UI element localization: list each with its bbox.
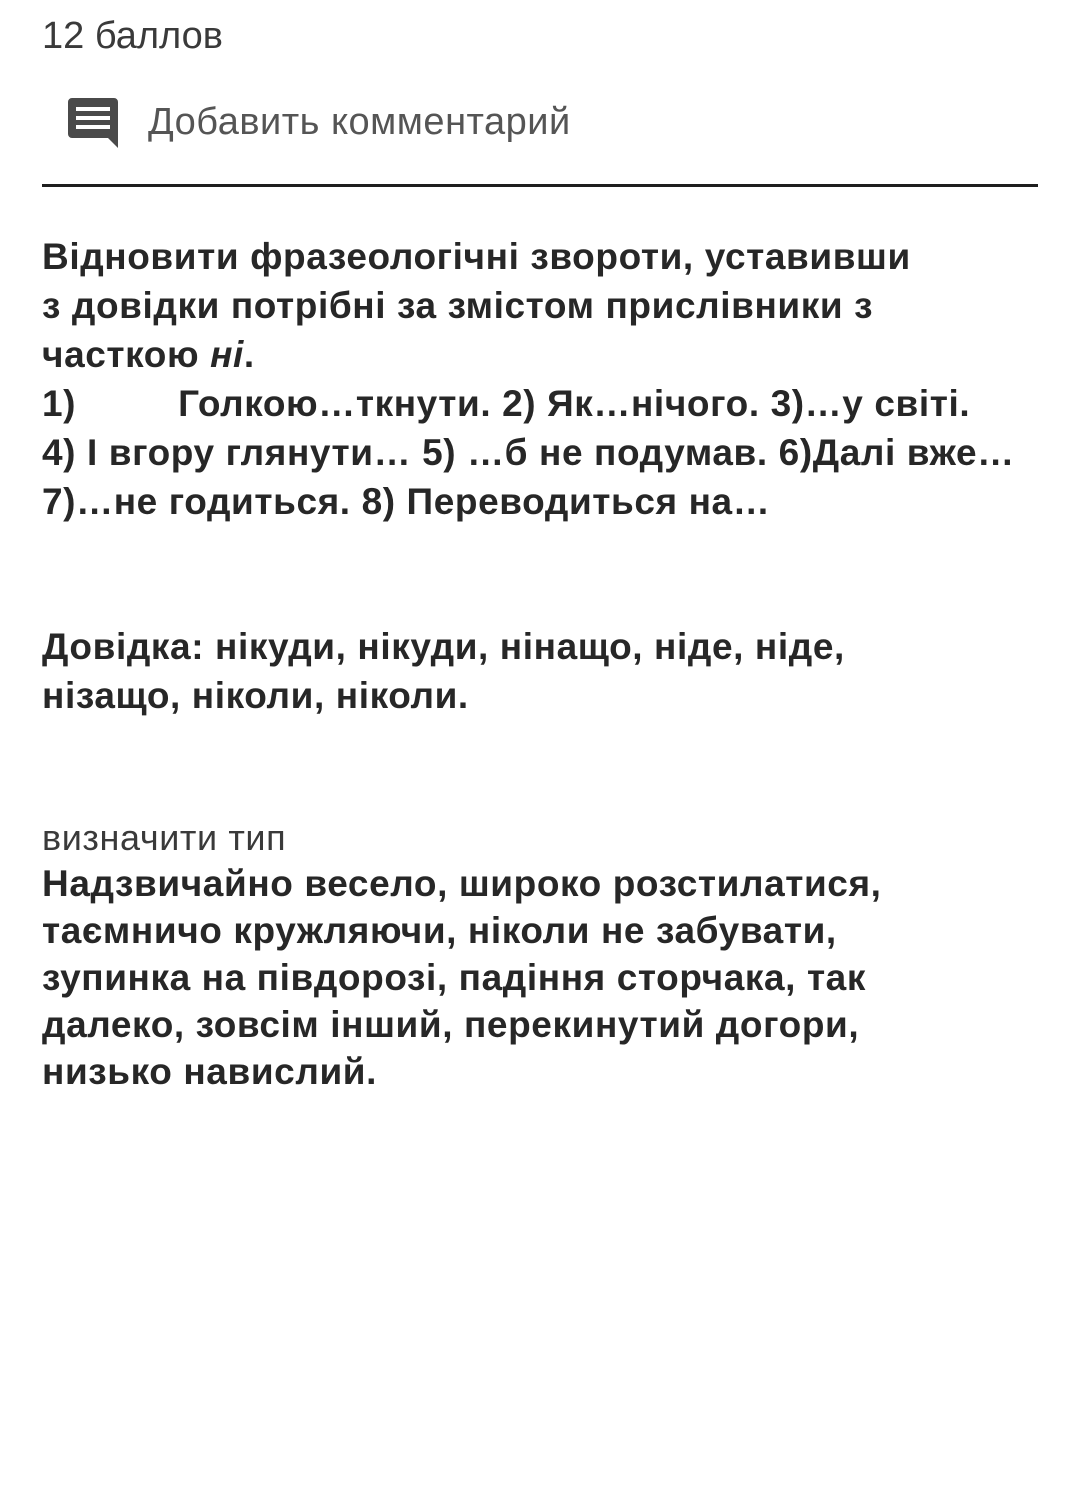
task1-items-line2: 4) І вгору глянути… 5) …б не подумав. 6)Далі вже… — [42, 432, 1015, 473]
task2-line3: зупинка на півдорозі, падіння сторчака, так — [42, 957, 866, 998]
comment-icon[interactable] — [66, 94, 122, 150]
task1-instruction-line1: Відновити фразеологічні звороти, уставивши — [42, 236, 911, 277]
task1-item1-number: 1) — [42, 383, 77, 424]
task1-instruction-suffix: . — [243, 334, 255, 375]
points-label: 12 баллов — [42, 15, 223, 57]
reference-block — [42, 622, 1052, 720]
reference-line1: Довідка: нікуди, нікуди, нінащо, ніде, ніде, — [42, 626, 845, 667]
task2-line2: таємничо кружляючи, ніколи не забувати, — [42, 910, 837, 951]
task2-line5: низько навислий. — [42, 1051, 378, 1092]
task1-block — [42, 232, 1052, 526]
task1-instruction-prefix: часткою — [42, 334, 211, 375]
question-content — [42, 232, 1052, 1095]
task1-items-line1 — [42, 379, 1052, 428]
task1-items-line3: 7)…не годиться. 8) Переводиться на… — [42, 481, 771, 522]
task2-label: визначити тип — [42, 817, 287, 858]
task2-line4: далеко, зовсім інший, перекинутий догори, — [42, 1004, 860, 1045]
task1-instruction-line3 — [42, 330, 1052, 379]
add-comment-button[interactable] — [66, 92, 571, 152]
divider — [42, 184, 1038, 187]
reference-line2: нізащо, ніколи, ніколи. — [42, 675, 469, 716]
task1-instruction-line2: з довідки потрібні за змістом прислівники з — [42, 285, 874, 326]
task1-particle-italic: ні — [210, 334, 244, 375]
task1-items-line1-rest: Голкою…ткнути. 2) Як…нічого. 3)…у світі. — [178, 383, 971, 424]
task2-block — [42, 860, 1052, 1095]
task2-line1: Надзвичайно весело, широко розстилатися, — [42, 863, 882, 904]
add-comment-label[interactable]: Добавить комментарий — [148, 100, 571, 143]
